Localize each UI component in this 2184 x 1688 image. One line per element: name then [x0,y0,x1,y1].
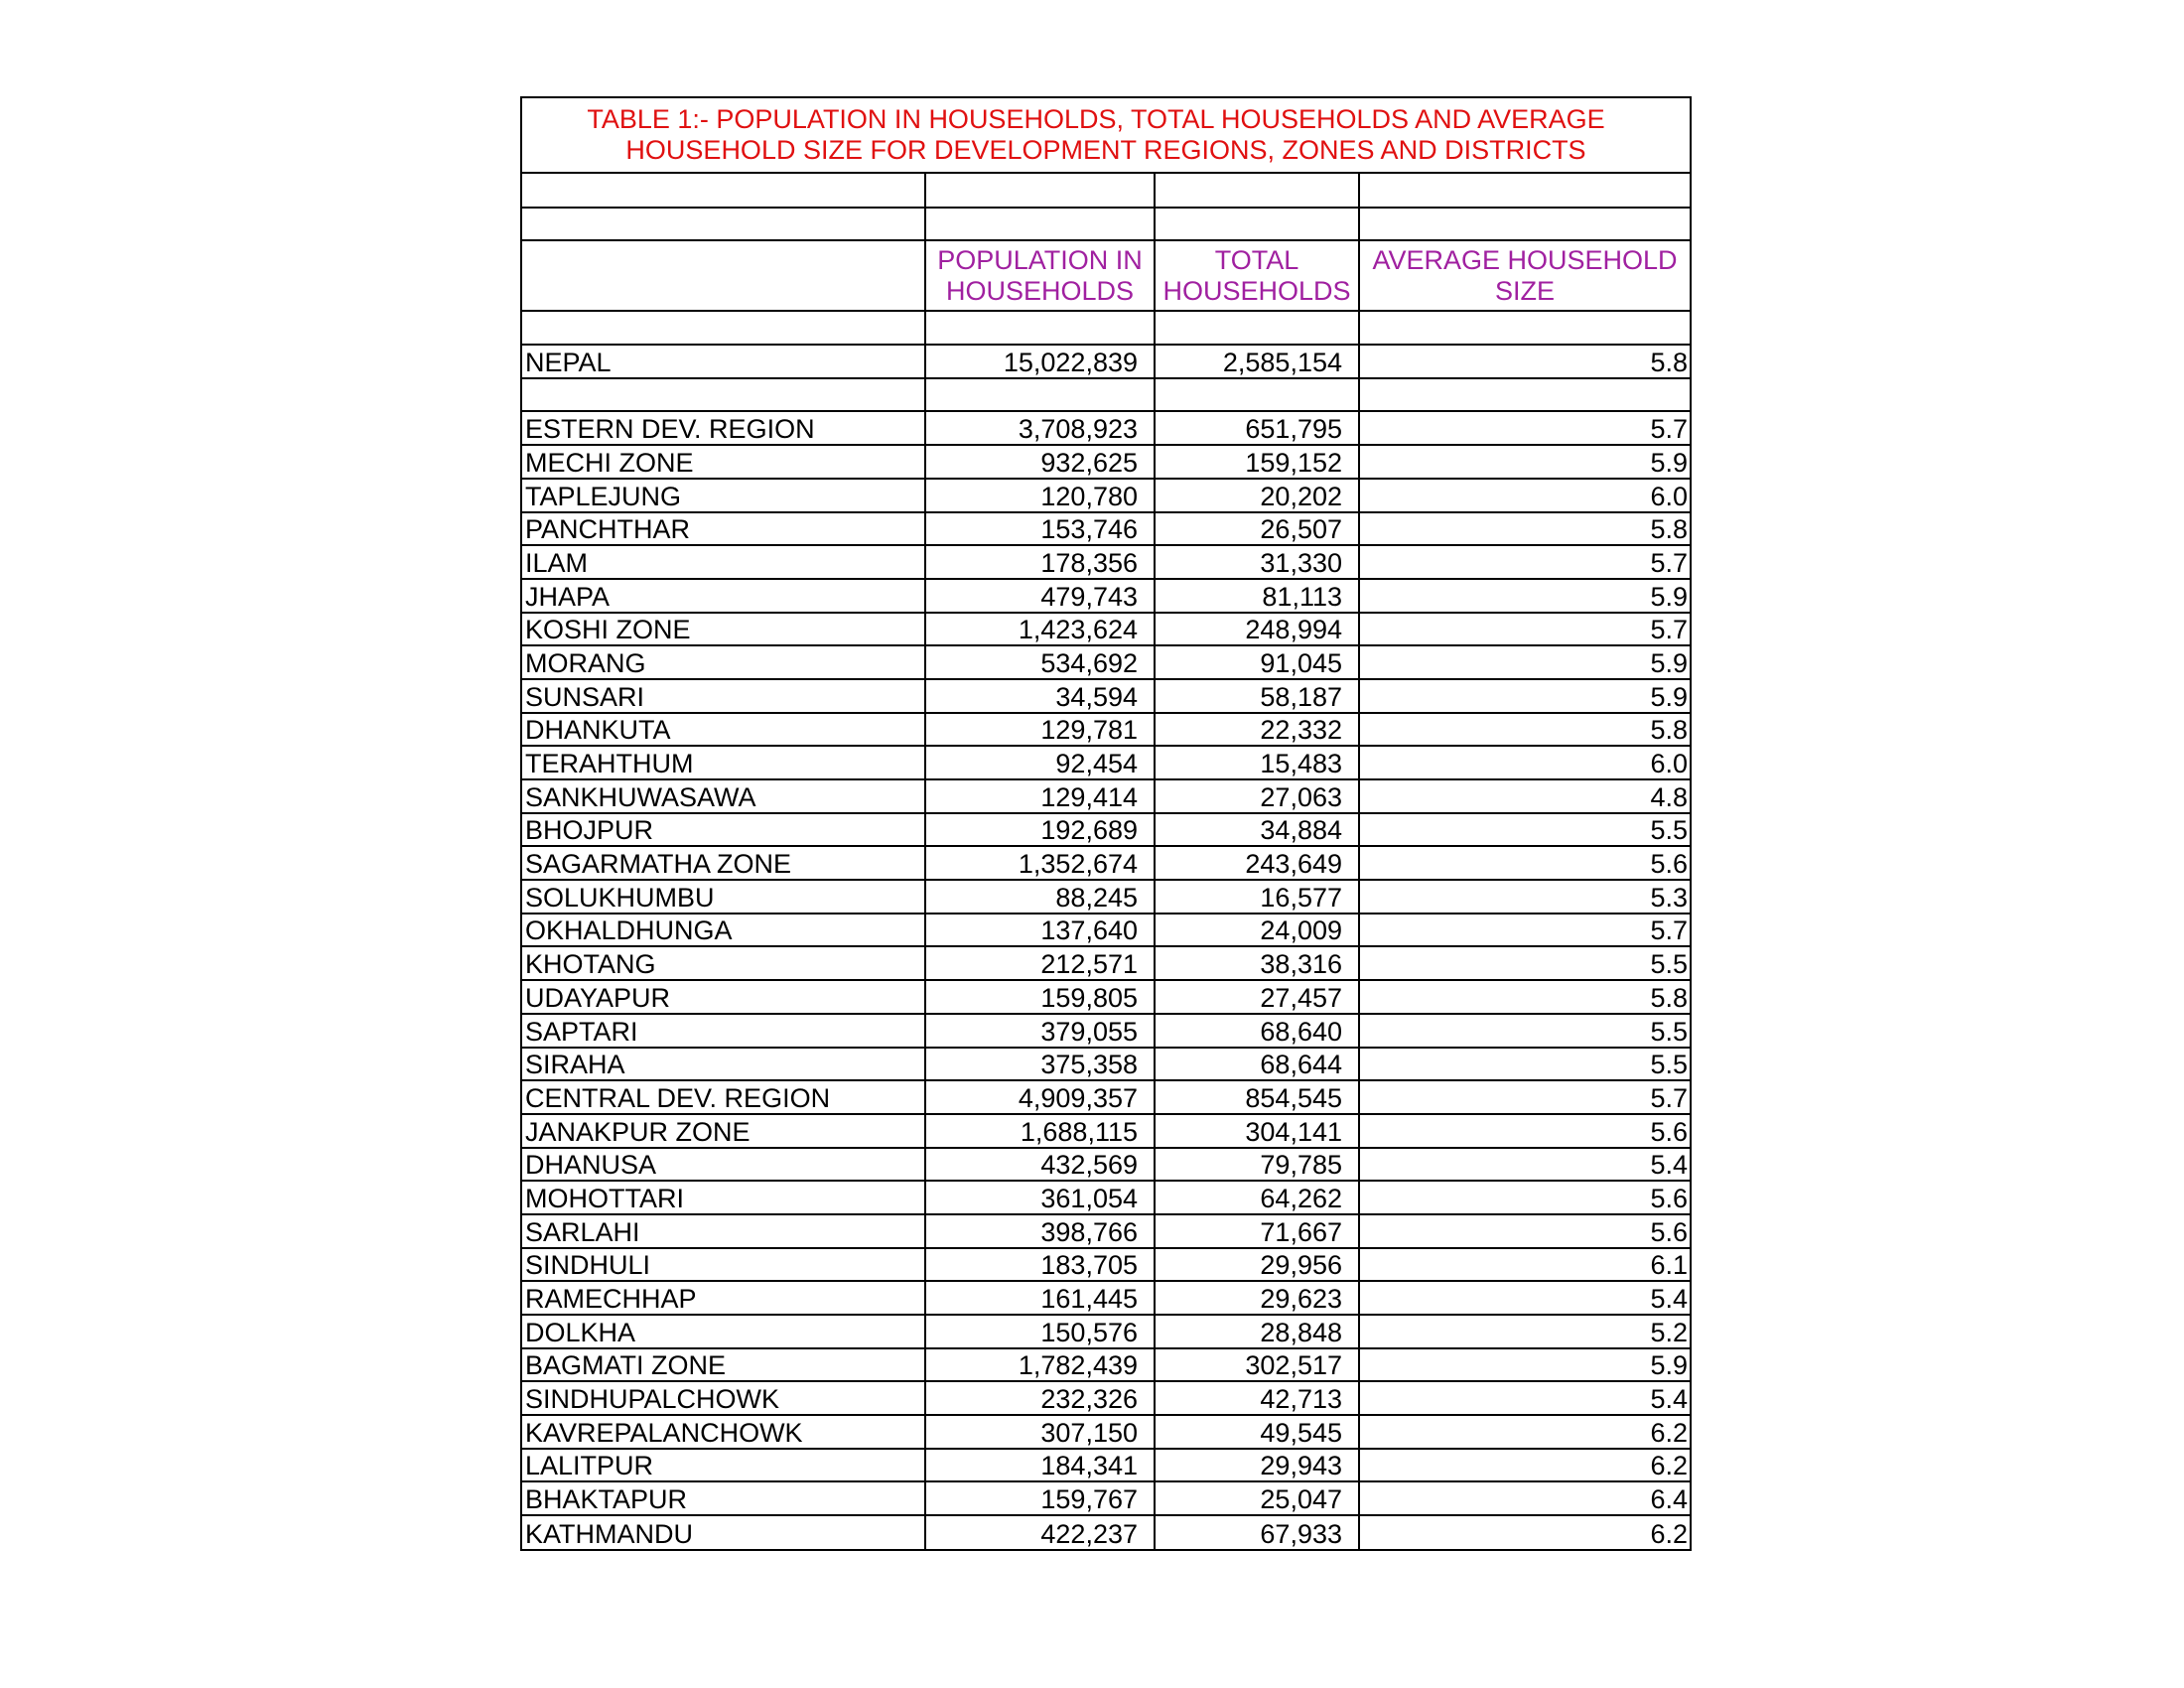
households-value: 26,507 [1155,512,1359,546]
population-value: 15,022,839 [925,345,1155,378]
households-value: 49,545 [1155,1415,1359,1449]
column-header-row [522,240,1690,311]
area-name: BAGMATI ZONE [522,1348,925,1382]
area-name: NEPAL [522,345,925,378]
table-row [522,1114,1690,1148]
households-value: 248,994 [1155,613,1359,646]
population-value: 534,692 [925,645,1155,679]
households-value: 20,202 [1155,479,1359,512]
population-value: 153,746 [925,512,1155,546]
household-table-sheet [520,96,1692,1551]
population-value: 307,150 [925,1415,1155,1449]
area-name: SAGARMATHA ZONE [522,846,925,880]
households-value: 854,545 [1155,1080,1359,1114]
area-name: SANKHUWASAWA [522,779,925,813]
area-name: SINDHULI [522,1248,925,1282]
households-value: 81,113 [1155,579,1359,613]
area-name: KAVREPALANCHOWK [522,1415,925,1449]
table-row [522,1515,1690,1549]
table-row [522,1248,1690,1282]
area-name: JHAPA [522,579,925,613]
area-name: MORANG [522,645,925,679]
area-name: UDAYAPUR [522,980,925,1014]
population-value: 1,688,115 [925,1114,1155,1148]
average-size-value: 5.4 [1359,1148,1690,1182]
table-row [522,1214,1690,1248]
households-value: 22,332 [1155,713,1359,747]
population-value: 150,576 [925,1315,1155,1348]
table-row [522,813,1690,847]
average-size-value: 5.5 [1359,1048,1690,1081]
population-value: 361,054 [925,1181,1155,1214]
population-value: 212,571 [925,946,1155,980]
average-size-value: 5.9 [1359,645,1690,679]
area-name: LALITPUR [522,1449,925,1482]
households-value: 27,457 [1155,980,1359,1014]
population-value: 379,055 [925,1014,1155,1048]
population-value: 479,743 [925,579,1155,613]
average-size-value: 5.6 [1359,1114,1690,1148]
average-size-value: 5.7 [1359,411,1690,445]
table-row [522,411,1690,445]
table-row [522,1048,1690,1081]
average-size-value: 5.5 [1359,813,1690,847]
population-value: 1,782,439 [925,1348,1155,1382]
blank-row [522,311,1690,345]
table-row [522,779,1690,813]
area-name: ESTERN DEV. REGION [522,411,925,445]
population-value: 422,237 [925,1515,1155,1549]
area-name: KATHMANDU [525,1518,694,1549]
population-value: 34,594 [925,679,1155,713]
blank-row [522,208,1690,241]
average-size-value: 5.8 [1359,980,1690,1014]
area-name: SAPTARI [522,1014,925,1048]
average-size-value: 5.5 [1359,946,1690,980]
data-table [522,174,1690,1549]
households-value: 71,667 [1155,1214,1359,1248]
households-value: 58,187 [1155,679,1359,713]
area-name: CENTRAL DEV. REGION [522,1080,925,1114]
header-area-cell [522,240,925,311]
table-row [522,1348,1690,1382]
population-value: 129,781 [925,713,1155,747]
average-size-value: 5.3 [1359,880,1690,914]
area-name: OKHALDHUNGA [522,914,925,947]
average-size-value: 5.8 [1359,713,1690,747]
table-row [522,1449,1690,1482]
households-value: 38,316 [1155,946,1359,980]
population-value: 398,766 [925,1214,1155,1248]
households-value: 68,640 [1155,1014,1359,1048]
average-size-value: 6.4 [1359,1481,1690,1515]
population-value: 137,640 [925,914,1155,947]
households-value: 28,848 [1155,1315,1359,1348]
average-size-value: 5.7 [1359,914,1690,947]
table-row [522,1281,1690,1315]
households-value: 27,063 [1155,779,1359,813]
households-value: 91,045 [1155,645,1359,679]
average-size-value: 5.7 [1359,1080,1690,1114]
average-size-value: 6.0 [1359,479,1690,512]
table-row [522,645,1690,679]
blank-row [522,174,1690,208]
area-name: SINDHUPALCHOWK [522,1381,925,1415]
table-row [522,1181,1690,1214]
table-title [522,98,1690,174]
area-name: SARLAHI [522,1214,925,1248]
households-value: 67,933 [1155,1515,1359,1549]
population-value: 432,569 [925,1148,1155,1182]
average-size-value: 6.2 [1359,1415,1690,1449]
area-name: DHANKUTA [522,713,925,747]
average-size-value: 5.7 [1359,613,1690,646]
average-size-value: 5.9 [1359,579,1690,613]
table-row [522,914,1690,947]
table-row [522,479,1690,512]
average-size-value: 6.0 [1359,746,1690,779]
area-name: BHAKTAPUR [522,1481,925,1515]
population-value: 161,445 [925,1281,1155,1315]
average-size-value: 5.6 [1359,1214,1690,1248]
population-value: 178,356 [925,545,1155,579]
table-row [522,512,1690,546]
table-title-line-2: HOUSEHOLD SIZE FOR DEVELOPMENT REGIONS, ZONES AND DISTRICTS [625,135,1586,165]
population-value: 1,352,674 [925,846,1155,880]
households-value: 24,009 [1155,914,1359,947]
average-size-value: 5.4 [1359,1381,1690,1415]
table-row [522,1415,1690,1449]
area-name: SIRAHA [522,1048,925,1081]
table-row [522,846,1690,880]
table-row [522,946,1690,980]
households-value: 68,644 [1155,1048,1359,1081]
households-value: 64,262 [1155,1181,1359,1214]
nepal-total-row [522,345,1690,378]
average-size-value: 5.8 [1359,345,1690,378]
population-value: 232,326 [925,1381,1155,1415]
average-size-value: 6.1 [1359,1248,1690,1282]
header-population: POPULATION IN HOUSEHOLDS [925,240,1155,311]
households-value: 243,649 [1155,846,1359,880]
area-name: BHOJPUR [522,813,925,847]
average-size-value: 6.2 [1359,1449,1690,1482]
table-row [522,746,1690,779]
table-row [522,679,1690,713]
population-value: 129,414 [925,779,1155,813]
households-value: 304,141 [1155,1114,1359,1148]
households-value: 16,577 [1155,880,1359,914]
households-value: 29,623 [1155,1281,1359,1315]
households-value: 15,483 [1155,746,1359,779]
table-title-line-1: TABLE 1:- POPULATION IN HOUSEHOLDS, TOTAL HOUSEHOLDS AND AVERAGE [587,104,1605,134]
area-name: DHANUSA [522,1148,925,1182]
header-average-household-size: AVERAGE HOUSEHOLD SIZE [1359,240,1690,311]
area-name: ILAM [522,545,925,579]
average-size-value: 5.7 [1359,545,1690,579]
average-size-value: 5.2 [1359,1315,1690,1348]
average-size-value: 6.2 [1359,1515,1690,1549]
population-value: 932,625 [925,445,1155,479]
population-value: 184,341 [925,1449,1155,1482]
area-name: KOSHI ZONE [522,613,925,646]
households-value: 302,517 [1155,1348,1359,1382]
table-row [522,445,1690,479]
households-value: 651,795 [1155,411,1359,445]
area-name: SOLUKHUMBU [522,880,925,914]
households-value: 42,713 [1155,1381,1359,1415]
table-row [522,1481,1690,1515]
area-name: MECHI ZONE [522,445,925,479]
average-size-value: 5.8 [1359,512,1690,546]
population-value: 183,705 [925,1248,1155,1282]
area-name: SUNSARI [522,679,925,713]
households-value: 79,785 [1155,1148,1359,1182]
table-row [522,880,1690,914]
table-row [522,579,1690,613]
area-name: RAMECHHAP [522,1281,925,1315]
households-value: 29,956 [1155,1248,1359,1282]
table-row [522,1381,1690,1415]
households-value: 25,047 [1155,1481,1359,1515]
average-size-value: 5.5 [1359,1014,1690,1048]
table-row [522,1315,1690,1348]
average-size-value: 5.6 [1359,1181,1690,1214]
population-value: 120,780 [925,479,1155,512]
average-size-value: 5.9 [1359,1348,1690,1382]
table-row [522,613,1690,646]
area-name: KHOTANG [522,946,925,980]
households-value: 34,884 [1155,813,1359,847]
population-value: 159,805 [925,980,1155,1014]
table-row [522,713,1690,747]
population-value: 375,358 [925,1048,1155,1081]
area-name: TAPLEJUNG [522,479,925,512]
households-value: 2,585,154 [1155,345,1359,378]
table-row [522,1014,1690,1048]
population-value: 4,909,357 [925,1080,1155,1114]
households-value: 31,330 [1155,545,1359,579]
average-size-value: 5.4 [1359,1281,1690,1315]
population-value: 92,454 [925,746,1155,779]
households-value: 159,152 [1155,445,1359,479]
area-name: DOLKHA [522,1315,925,1348]
population-value: 88,245 [925,880,1155,914]
area-name: TERAHTHUM [522,746,925,779]
population-value: 3,708,923 [925,411,1155,445]
header-total-households: TOTAL HOUSEHOLDS [1155,240,1359,311]
area-name: MOHOTTARI [522,1181,925,1214]
population-value: 159,767 [925,1481,1155,1515]
population-value: 192,689 [925,813,1155,847]
table-row [522,980,1690,1014]
average-size-value: 4.8 [1359,779,1690,813]
table-row [522,545,1690,579]
average-size-value: 5.6 [1359,846,1690,880]
table-row [522,1148,1690,1182]
area-name: PANCHTHAR [522,512,925,546]
average-size-value: 5.9 [1359,445,1690,479]
average-size-value: 5.9 [1359,679,1690,713]
table-row [522,1080,1690,1114]
population-value: 1,423,624 [925,613,1155,646]
blank-row [522,378,1690,412]
households-value: 29,943 [1155,1449,1359,1482]
area-name: JANAKPUR ZONE [522,1114,925,1148]
